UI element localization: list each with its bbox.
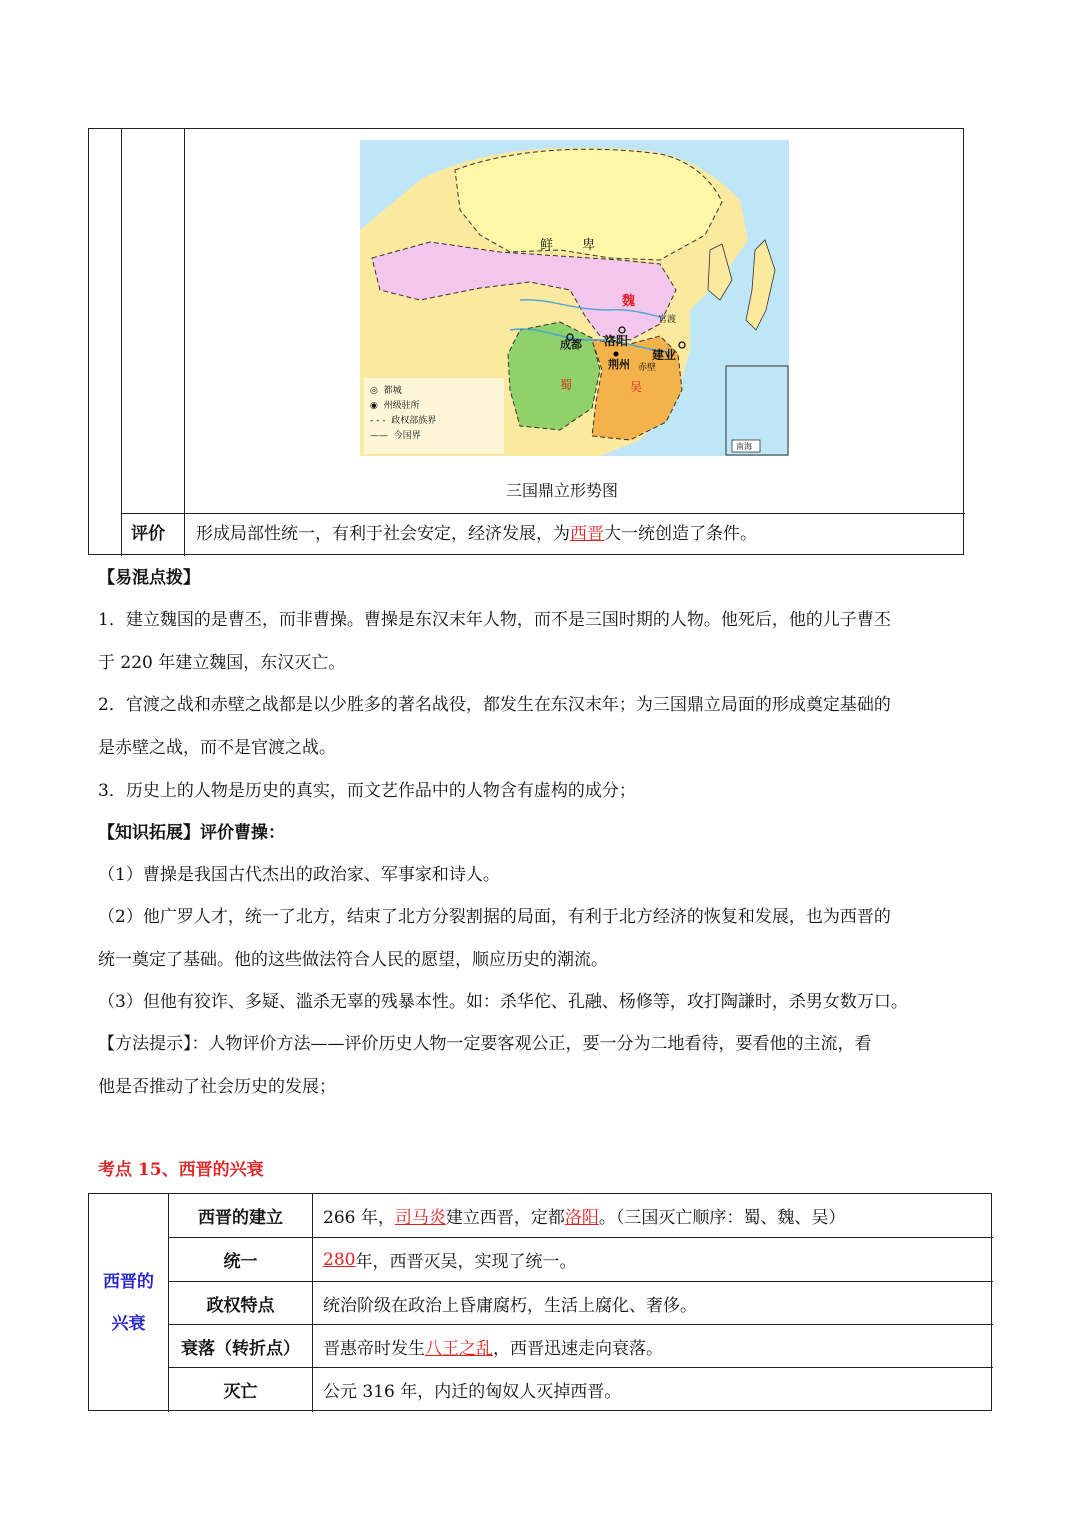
row-content-founding	[323, 1194, 845, 1237]
extension-item2-line1: （2）他广罗人才，统一了北方，结束了北方分裂割据的局面，有利于北方经济的恢复和发展，也为西晋的	[98, 907, 891, 927]
confusion-p1-line1: 1．建立魏国的是曹丕，而非曹操。曹操是东汉末年人物，而不是三国时期的人物。他死后，他的儿子曹丕	[98, 610, 891, 630]
row1-highlight-sima-yan: 司马炎	[394, 1208, 446, 1228]
western-jin-table	[88, 1193, 992, 1411]
map-label-luoyang: 洛阳	[604, 334, 629, 348]
section15-title: 考点 15、西晋的兴衰	[98, 1160, 264, 1180]
evaluation-label: 评价	[131, 524, 165, 544]
confusion-p3-line1: 3．历史上的人物是历史的真实，而文艺作品中的人物含有虚构的成分；	[98, 781, 636, 801]
legend-symbol-capital: ◎	[370, 386, 378, 396]
row1-pre: 266 年，	[323, 1208, 395, 1228]
map-label-guandu: 官渡	[658, 315, 677, 325]
row-label-founding: 西晋的建立	[198, 1208, 283, 1228]
extension-item2-line2: 统一奠定了基础。他的这些做法符合人民的愿望，顺应历史的潮流。	[98, 950, 608, 970]
row4-post: ，西晋迅速走向衰落。	[493, 1338, 663, 1359]
legend-label-prefecture: 州级驻所	[383, 401, 420, 411]
row2-highlight-year: 280	[323, 1249, 356, 1270]
map-label-chengdu: 成都	[560, 338, 582, 351]
legend-symbol-prefecture: ◉	[370, 401, 378, 411]
row4-highlight-war: 八王之乱	[425, 1338, 493, 1359]
row1-highlight-luoyang: 洛阳	[564, 1208, 599, 1228]
side-label-line2: 兴衰	[111, 1314, 146, 1334]
confusion-heading: 【易混点拨】	[98, 568, 200, 588]
legend-item	[370, 399, 436, 414]
row-label-regime: 政权特点	[206, 1295, 275, 1316]
map-label-xianbei-2: 卑	[582, 238, 596, 253]
row-label-unification: 统一	[223, 1252, 258, 1272]
legend-label-capital: 都城	[383, 386, 402, 396]
confusion-p2-line2: 是赤壁之战，而不是官渡之战。	[98, 738, 336, 758]
row-content-decline	[323, 1325, 663, 1367]
confusion-p1-line2: 于 220 年建立魏国，东汉灭亡。	[98, 653, 346, 673]
legend-item	[370, 414, 436, 429]
map-label-wu: 吴	[630, 380, 643, 394]
evaluation-text	[196, 524, 757, 544]
row-label-decline: 衰落（转折点）	[181, 1338, 300, 1359]
map-label-jianye: 建业	[652, 348, 677, 362]
row1-mid: 建立西晋，定都	[445, 1208, 565, 1228]
extension-item3: （3）但他有狡诈、多疑、滥杀无辜的残暴本性。如：杀华佗、孔融、杨修等，攻打陶謙时，杀男女数万口。	[98, 992, 908, 1012]
method-line2: 他是否推动了社会历史的发展；	[98, 1077, 336, 1097]
map-label-chibi: 赤壁	[638, 363, 657, 373]
method-line1	[98, 1034, 872, 1054]
evaluation-text-before: 形成局部性统一，有利于社会安定，经济发展，为	[196, 524, 570, 544]
method-heading: 【方法提示】	[98, 1034, 192, 1054]
extension-item1: （1）曹操是我国古代杰出的政治家、军事家和诗人。	[98, 865, 500, 885]
legend-label-border: 政权部族界	[391, 416, 437, 426]
map-label-jingzhou: 荆州	[608, 358, 630, 371]
row2-post: 年，西晋灭吴，实现了统一。	[355, 1252, 577, 1272]
map-legend	[370, 384, 436, 444]
confusion-p2-line1: 2．官渡之战和赤壁之战都是以少胜多的著名战役，都发生在东汉末年；为三国鼎立局面的形成奠定基础的	[98, 695, 891, 715]
extension-heading: 【知识拓展】评价曹操：	[98, 823, 285, 843]
legend-symbol-modern: ——	[370, 431, 388, 441]
row-content-unification	[323, 1238, 576, 1281]
row-content-regime: 统治阶级在政治上昏庸腐朽，生活上腐化、奢侈。	[323, 1295, 697, 1316]
legend-label-modern: 今国界	[393, 431, 421, 441]
row-content-fall: 公元 316 年，内迁的匈奴人灭掉西晋。	[323, 1382, 622, 1402]
legend-item	[370, 429, 436, 444]
side-label-line1: 西晋的	[103, 1272, 154, 1292]
three-kingdoms-map	[360, 140, 789, 456]
map-label-nanhai: 南海	[736, 442, 752, 451]
table-side-label	[89, 1194, 168, 1412]
evaluation-highlight: 西晋	[570, 524, 604, 544]
map-label-xianbei-1: 鲜	[540, 238, 554, 253]
row1-post: 。（三国灭亡顺序：蜀、魏、吴）	[598, 1208, 846, 1228]
evaluation-text-after: 大一统创造了条件。	[604, 524, 757, 544]
legend-symbol-border: - - -	[370, 416, 386, 426]
map-label-wei: 魏	[622, 294, 636, 309]
map-caption: 三国鼎立形势图	[506, 481, 619, 500]
legend-item	[370, 384, 436, 399]
map-label-shu: 蜀	[560, 378, 573, 392]
row-label-fall: 灭亡	[223, 1382, 258, 1402]
method-line1-rest: ：人物评价方法——评价历史人物一定要客观公正，要一分为二地看待，要看他的主流，看	[191, 1034, 872, 1054]
row4-pre: 晋惠帝时发生	[323, 1338, 425, 1359]
